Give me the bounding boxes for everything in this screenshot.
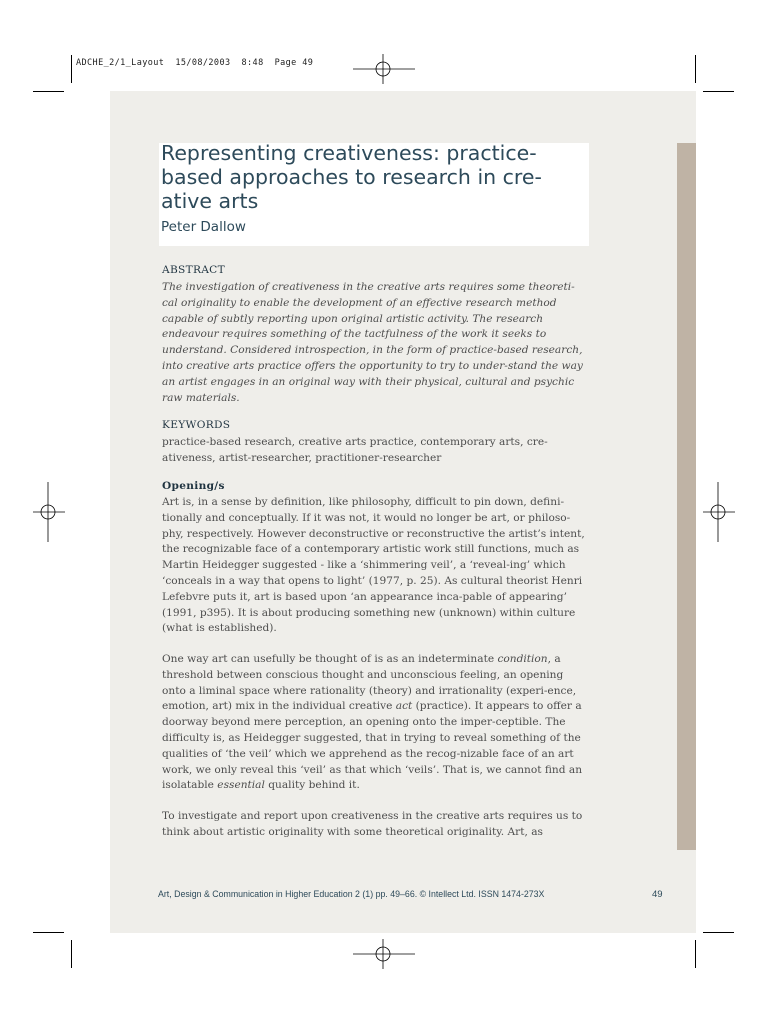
- paragraph-3: To investigate and report upon creativeness in the creative arts requires us to think about artistic originality with some theoretical originality. Art, as: [162, 810, 583, 838]
- abstract-heading: ABSTRACT: [162, 264, 225, 276]
- keywords-text: practice-based research, creative arts practice, contemporary arts, cre-ativeness, artist-researcher, practitioner-researcher: [162, 436, 548, 464]
- paragraph-1: Art is, in a sense by definition, like philosophy, difficult to pin down, defini-tionally and conceptually. If it was not, it would no longer be art, or philoso-phy, respectively. However deconstructive or reconstructive the artist’s intent, the recognizable face of a contemporary artistic work still functions, much as Martin Heidegger suggested - like a ‘shimmering veil’, a ‘reveal-ing’ which ‘conceals in a way that opens to light’ (1977, p. 25). As cultural theorist Henri Lefebvre puts it, art is based upon ‘an appearance inca-pable of appearing’ (1991, p395). It is about producing something new (unknown) within culture (what is established).: [162, 496, 585, 635]
- crop-mark: [71, 55, 72, 83]
- article-author: Peter Dallow: [161, 219, 246, 235]
- emphasis-condition: condition: [497, 653, 548, 665]
- registration-mark-left: [33, 482, 65, 542]
- section-heading: Opening/s: [162, 480, 225, 492]
- paragraph-2: One way art can usefully be thought of is as an indeterminate condition, a threshold between conscious thought and unconscious feeling, an opening onto a liminal space where rationality (theory) and irrationality (experi-ence, emotion, art) mix in the individual creative act (practice). It appears to offer a doorway beyond mere perception, an opening onto the imper-ceptible. The difficulty is, as Heidegger suggested, that in trying to reveal something of the qualities of ‘the veil’ which we apprehend as the recog-nizable face of an art work, we only reveal this ‘veil’ as that which ‘veils’. That is, we cannot find an isolatable essential quality behind it.: [162, 653, 583, 792]
- crop-mark: [703, 91, 734, 92]
- crop-mark: [71, 940, 72, 968]
- crop-mark: [695, 940, 696, 968]
- sidebar-color-bar: [677, 143, 696, 850]
- registration-mark-bottom: [353, 939, 415, 969]
- abstract-text: The investigation of creativeness in the creative arts requires some theoreti-cal originality to enable the development of an effective research method capable of subtly reporting upon original artistic activity. The research endeavour requires something of the tactfulness of the work it seeks to understand. Considered introspection, in the form of practice-based research, into creative arts practice offers the opportunity to try to under-stand the way an artist engages in an original way with their physical, cultural and psychic raw materials.: [162, 281, 583, 404]
- registration-mark-right: [703, 482, 735, 542]
- article-title: Representing creativeness: practice-based approaches to research in cre-ative arts: [161, 141, 542, 213]
- emphasis-essential: essential: [217, 779, 265, 792]
- footer-citation: Art, Design & Communication in Higher Education 2 (1) pp. 49–66. © Intellect Ltd. ISSN 1474-273X: [158, 889, 545, 899]
- crop-mark: [703, 932, 734, 933]
- print-slug: ADCHE_2/1_Layout 15/08/2003 8:48 Page 49: [76, 58, 314, 68]
- crop-mark: [33, 932, 64, 933]
- registration-mark-top: [353, 54, 415, 84]
- page-number: 49: [652, 889, 663, 900]
- crop-mark: [695, 55, 696, 83]
- emphasis-act: act: [395, 700, 413, 713]
- keywords-heading: KEYWORDS: [162, 419, 231, 431]
- crop-mark: [33, 91, 64, 92]
